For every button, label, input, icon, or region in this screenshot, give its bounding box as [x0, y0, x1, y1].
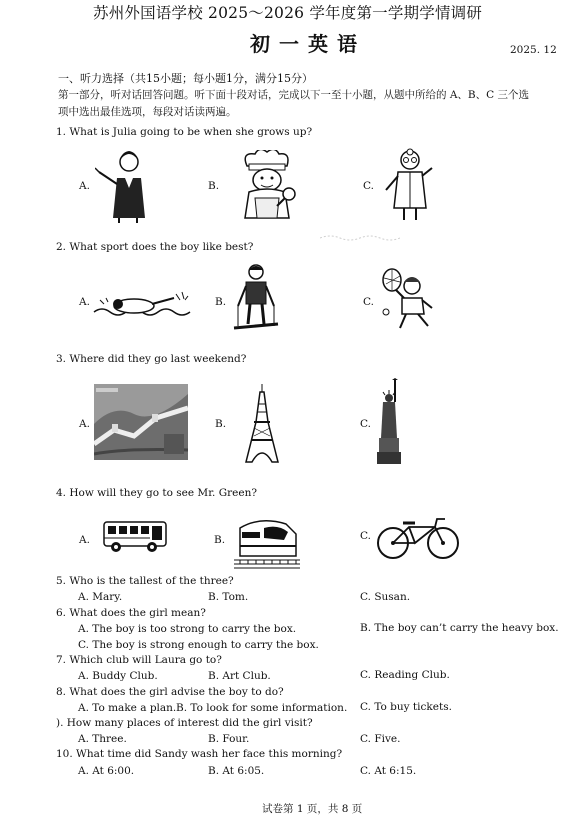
question-10-option-c[interactable]: C. At 6:15.: [360, 765, 417, 777]
skiing-icon: [232, 262, 280, 338]
question-4-option-c[interactable]: C.: [360, 530, 371, 542]
question-2-option-b[interactable]: B.: [215, 296, 227, 308]
question-3-stem: 3. Where did they go last weekend?: [56, 353, 247, 365]
question-2-stem: 2. What sport does the boy like best?: [56, 241, 254, 253]
train-icon: [234, 514, 300, 572]
question-4-stem: 4. How will they go to see Mr. Green?: [56, 487, 257, 499]
instruction-line-2: 项中选出最佳选项，每段对话读两遍。: [58, 106, 237, 118]
question-5-option-c[interactable]: C. Susan.: [360, 591, 411, 603]
question-4-option-b[interactable]: B.: [214, 534, 226, 546]
section-heading: 一、听力选择（共15小题；每小题1分，满分15分）: [58, 72, 313, 85]
question-6-stem: 6. What does the girl mean?: [56, 607, 206, 619]
instruction-line-1: 第一部分，听对话回答问题。听下面十段对话，完成以下一至十小题，从题中所给的 A、B、C 三个选: [58, 89, 530, 101]
bicycle-icon: [375, 515, 463, 561]
question-1-stem: 1. What is Julia going to be when she grows up?: [56, 126, 313, 138]
question-5-option-b[interactable]: B. Tom.: [208, 591, 249, 603]
question-10-stem: 10. What time did Sandy wash her face this morning?: [56, 748, 343, 760]
question-9-stem: ). How many places of interest did the girl visit?: [56, 717, 313, 729]
question-1-option-c[interactable]: C.: [363, 180, 374, 192]
question-7-stem: 7. Which club will Laura go to?: [56, 654, 222, 666]
question-10-option-a[interactable]: A. At 6:00.: [78, 765, 135, 777]
exam-date: 2025. 12: [510, 44, 557, 56]
swimming-icon: [92, 290, 196, 322]
question-1-option-a[interactable]: A.: [79, 180, 90, 192]
question-3-option-a[interactable]: A.: [79, 418, 90, 430]
question-3-option-c[interactable]: C.: [360, 418, 371, 430]
great-wall-icon: [94, 384, 188, 460]
tennis-icon: [378, 268, 436, 332]
question-2-option-a[interactable]: A.: [79, 296, 90, 308]
question-5-option-a[interactable]: A. Mary.: [78, 591, 123, 603]
teacher-icon: [95, 148, 155, 223]
chef-icon: [235, 150, 297, 222]
question-6-option-a[interactable]: A. The boy is too strong to carry the box.: [78, 623, 297, 635]
question-4-option-a[interactable]: A.: [79, 534, 90, 546]
question-6-option-b[interactable]: B. The boy can’t carry the heavy box.: [360, 622, 559, 634]
question-7-option-b[interactable]: B. Art Club.: [208, 670, 271, 682]
page-title: 初一英语: [250, 32, 366, 56]
question-9-option-b[interactable]: B. Four.: [208, 733, 250, 745]
question-8-option-c[interactable]: C. To buy tickets.: [360, 701, 452, 713]
bus-icon: [102, 520, 170, 554]
page-footer: 试卷第 1 页，共 8 页: [262, 803, 363, 815]
question-3-option-b[interactable]: B.: [215, 418, 227, 430]
question-8-option-a[interactable]: A. To make a plan.: [78, 702, 177, 714]
question-1-option-b[interactable]: B.: [208, 180, 220, 192]
question-7-option-a[interactable]: A. Buddy Club.: [78, 670, 158, 682]
school-header: 苏州外国语学校 2025～2026 学年度第一学期学情调研: [93, 4, 483, 22]
question-8-stem: 8. What does the girl advise the boy to do?: [56, 686, 284, 698]
eiffel-tower-icon: [240, 384, 284, 464]
question-9-option-c[interactable]: C. Five.: [360, 733, 401, 745]
question-10-option-b[interactable]: B. At 6:05.: [208, 765, 265, 777]
question-7-option-c[interactable]: C. Reading Club.: [360, 669, 450, 681]
doctor-icon: [382, 146, 438, 222]
question-8-option-b[interactable]: B. To look for some information.: [176, 702, 348, 714]
question-5-stem: 5. Who is the tallest of the three?: [56, 575, 234, 587]
statue-of-liberty-icon: [375, 378, 405, 466]
question-2-option-c[interactable]: C.: [363, 296, 374, 308]
smudge-mark: [320, 232, 400, 242]
question-9-option-a[interactable]: A. Three.: [78, 733, 127, 745]
question-6-option-c[interactable]: C. The boy is strong enough to carry the box.: [78, 639, 319, 651]
